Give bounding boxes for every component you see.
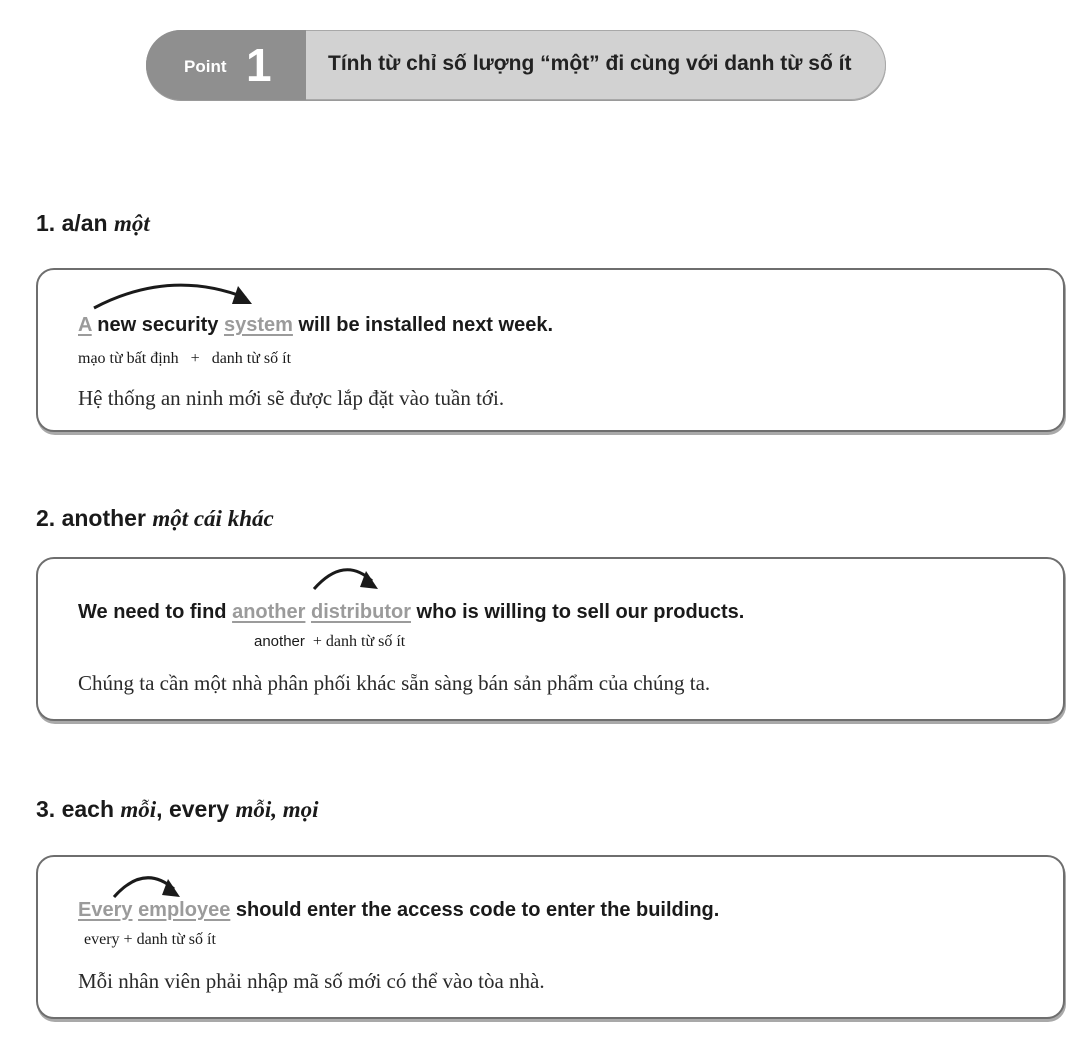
point-label: Point <box>184 57 227 76</box>
curved-arrow-icon <box>310 563 386 595</box>
noun-highlight: distributor <box>310 601 411 623</box>
note-plus: + <box>123 931 133 948</box>
sentence-text: new security <box>91 314 224 336</box>
sentence-text: should enter the access code to enter the building. <box>230 899 720 921</box>
section-3-heading-en-every: every <box>168 796 230 822</box>
example-sentence-3 <box>78 899 719 922</box>
example-box-2 <box>36 557 1065 721</box>
point-number: 1 <box>246 39 272 91</box>
note-left: every <box>84 931 120 948</box>
sentence-text: who is willing to sell our products. <box>410 601 745 623</box>
point-header <box>146 30 886 100</box>
section-3-heading-vn-each: mỗi <box>120 797 157 822</box>
example-sentence-1 <box>78 314 553 337</box>
section-3-heading <box>36 796 319 823</box>
note-left: another <box>254 633 305 650</box>
note-right: danh từ số ít <box>211 350 292 367</box>
translation-1: Hệ thống an ninh mới sẽ được lắp đặt vào tuần tới. <box>78 386 505 410</box>
point-title: Tính từ chỉ số lượng “một” đi cùng với danh từ số ít <box>328 52 852 75</box>
section-2-heading-en: 2. another <box>36 505 146 531</box>
curved-arrow-icon <box>90 274 260 314</box>
section-1-heading-en: 1. a/an <box>36 210 108 236</box>
translation-2: Chúng ta cần một nhà phân phối khác sẵn sàng bán sản phẩm của chúng ta. <box>78 671 711 695</box>
grammar-note-2 <box>254 633 405 651</box>
example-box-1 <box>36 268 1065 432</box>
section-1-heading <box>36 210 150 237</box>
note-right: danh từ số ít <box>136 931 216 948</box>
section-1-heading-vn: một <box>114 211 150 236</box>
section-2-heading-vn: một cái khác <box>152 506 274 531</box>
section-3-heading-vn-every: mỗi, mọi <box>235 797 319 822</box>
section-3-heading-en-each: 3. each <box>36 796 114 822</box>
translation-3: Mỗi nhân viên phải nhập mã số mới có thể vào tòa nhà. <box>78 969 545 993</box>
note-plus: + <box>312 633 322 650</box>
article-highlight: A <box>78 314 92 336</box>
noun-highlight: employee <box>138 899 231 921</box>
determiner-highlight: Every <box>78 899 133 921</box>
example-sentence-2 <box>78 601 744 624</box>
determiner-highlight: another <box>232 601 306 623</box>
point-tab <box>146 30 306 100</box>
grammar-note-3 <box>84 931 216 949</box>
heading-separator: , <box>156 796 169 822</box>
note-plus: + <box>190 350 200 367</box>
noun-highlight: system <box>223 314 293 336</box>
example-box-3 <box>36 855 1065 1019</box>
sentence-text: We need to find <box>78 601 233 623</box>
sentence-text: will be installed next week. <box>292 314 554 336</box>
grammar-note-1 <box>78 350 291 368</box>
note-right: danh từ số ít <box>325 633 406 650</box>
section-2-heading <box>36 505 274 532</box>
note-left: mạo từ bất định <box>78 350 179 367</box>
